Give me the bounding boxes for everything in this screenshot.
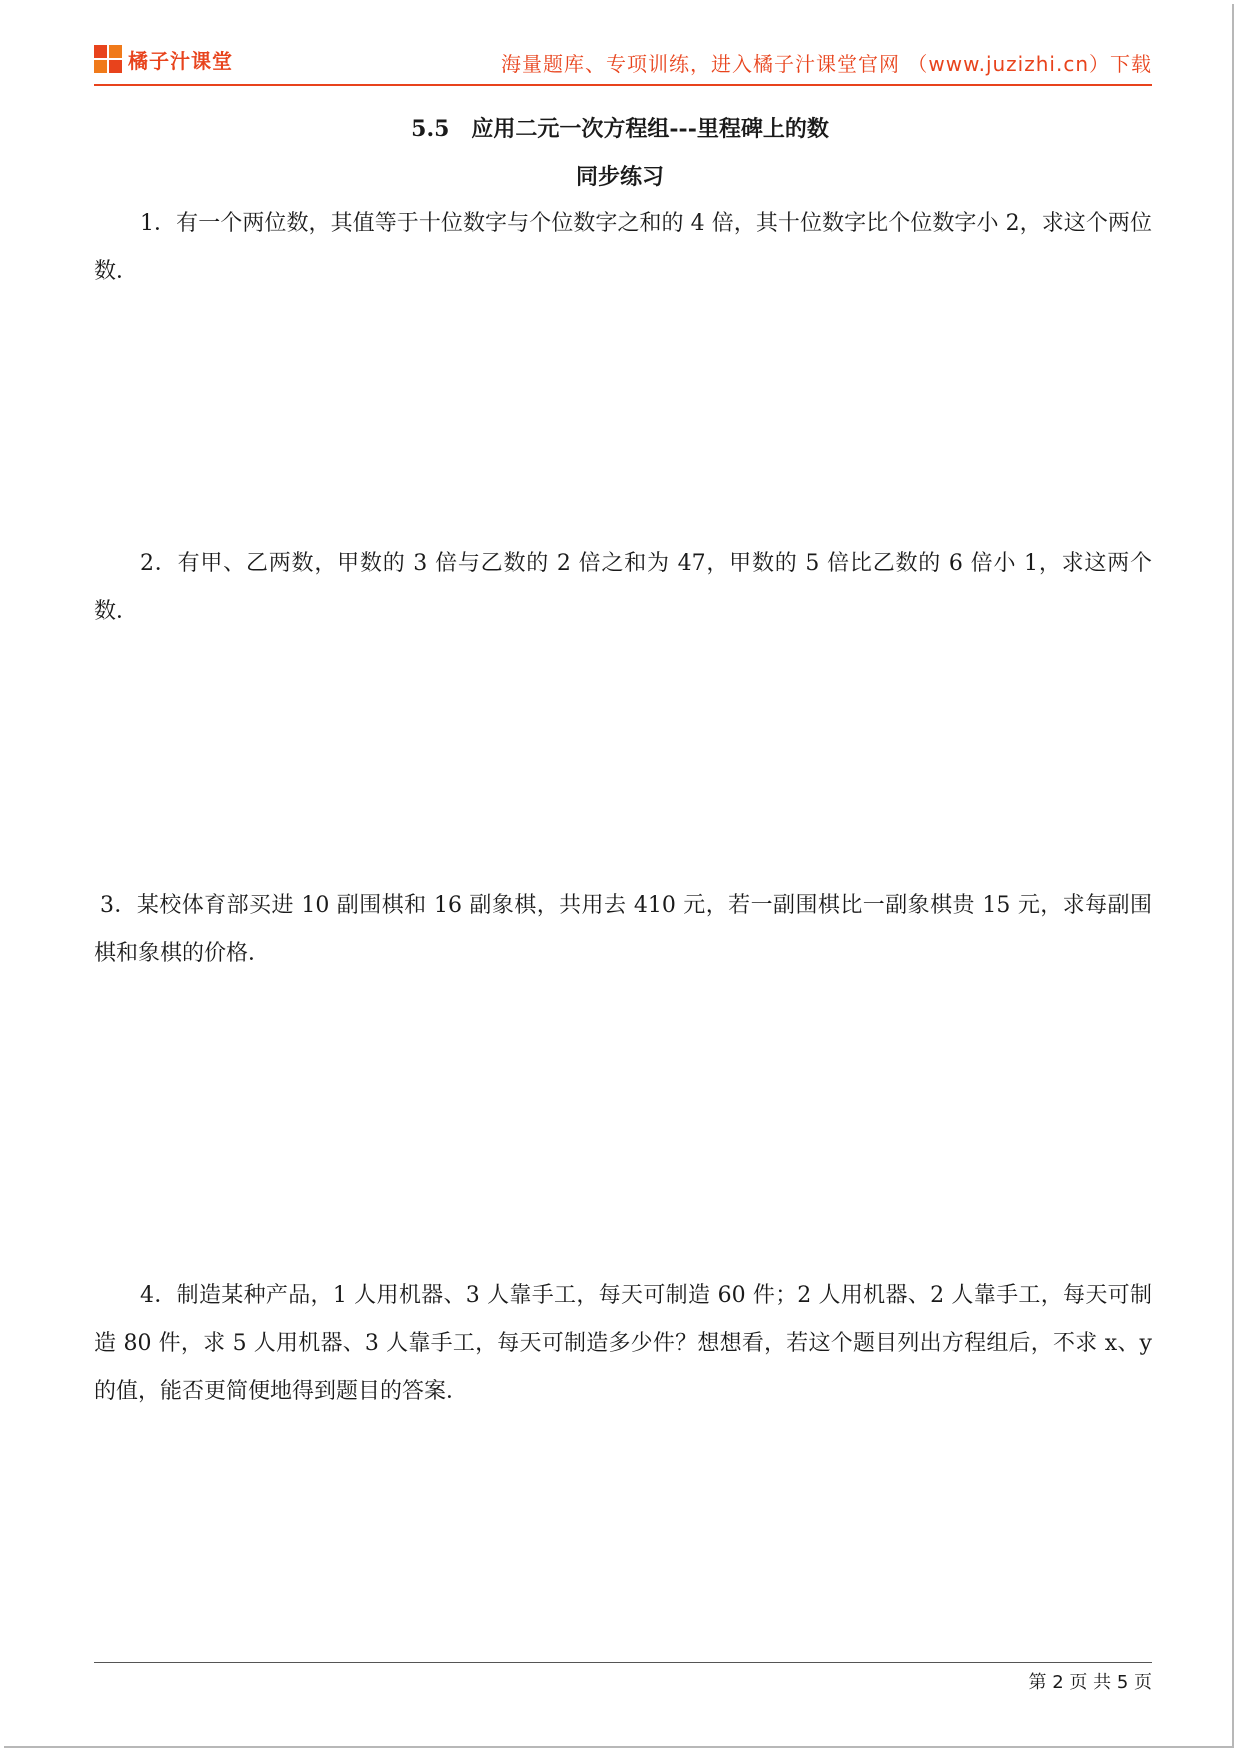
page-header [94, 40, 1152, 86]
page-title: 5.5 应用二元一次方程组---里程碑上的数 [411, 116, 829, 142]
logo-icon [94, 45, 122, 73]
question-3: 3．某校体育部买进 10 副围棋和 16 副象棋，共用去 410 元，若一副围棋比一副象棋贵 15 元，求每副围棋和象棋的价格． [94, 893, 1152, 966]
header-divider [94, 84, 1152, 86]
logo-text: 橘子汁课堂 [128, 48, 233, 73]
question-4: 4．制造某种产品，1 人用机器、3 人靠手工，每天可制造 60 件；2 人用机器、2 人靠手工，每天可制造 80 件，求 5 人用机器、3 人靠手工，每天可制造多少件？想想看，若这个题目列出方程组后，不求 x、y 的值，能否更简便地得到题目的答案． [94, 1283, 1152, 1404]
header-tagline: 海量题库、专项训练，进入橘子汁课堂官网 （www.juzizhi.cn）下载 [501, 52, 1152, 76]
footer-divider [94, 1662, 1152, 1663]
page-subtitle: 同步练习 [575, 164, 664, 190]
question-2: 2．有甲、乙两数，甲数的 3 倍与乙数的 2 倍之和为 47，甲数的 5 倍比乙数的 6 倍小 1，求这两个数． [94, 551, 1152, 624]
logo[interactable] [94, 44, 233, 74]
page-number: 第 2 页 共 5 页 [1028, 1672, 1152, 1693]
question-1: 1．有一个两位数，其值等于十位数字与个位数字之和的 4 倍，其十位数字比个位数字小 2，求这个两位数． [94, 211, 1152, 284]
